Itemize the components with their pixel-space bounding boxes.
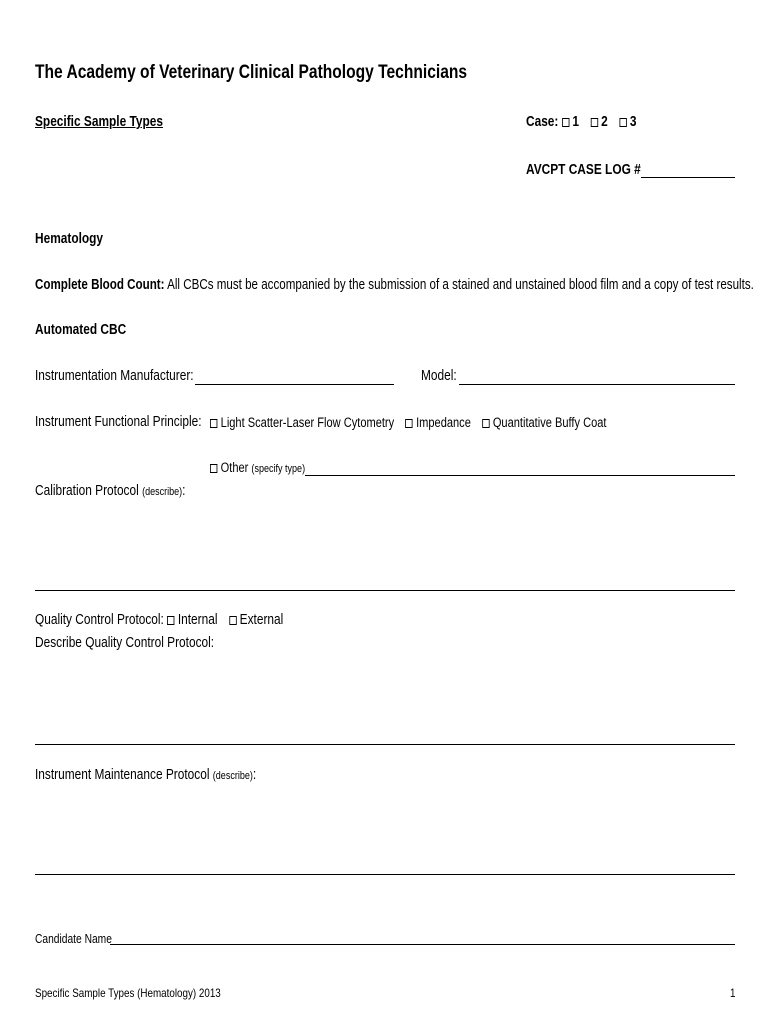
candidate-name-field[interactable]: [110, 944, 735, 945]
cbc-text: All CBCs must be accompanied by the submission of a stained and unstained blood film and a copy of test results.: [167, 277, 754, 293]
case-selector: [526, 114, 661, 130]
case-option-3: 3: [629, 114, 637, 130]
case-checkbox-2[interactable]: [590, 118, 597, 127]
principle-label: Instrument Functional Principle:: [35, 414, 202, 430]
model-label: Model:: [421, 368, 457, 384]
other-label: Other: [220, 460, 249, 475]
qc-option-internal: Internal: [177, 612, 218, 628]
case-label: Case:: [526, 114, 559, 130]
qc-option-external: External: [239, 612, 284, 628]
principle-checkbox-buffy-coat[interactable]: [482, 419, 489, 428]
hematology-heading: Hematology: [35, 231, 104, 247]
candidate-name-label: Candidate Name: [35, 932, 112, 946]
other-option: [210, 460, 326, 475]
principle-option-impedance: Impedance: [416, 415, 471, 430]
principle-options: [210, 415, 694, 430]
cbc-paragraph: [35, 277, 770, 293]
maintenance-hint: (describe): [212, 770, 253, 782]
calibration-field[interactable]: [35, 590, 735, 591]
cbc-label: Complete Blood Count:: [35, 277, 165, 293]
qc-describe-label: Describe Quality Control Protocol:: [35, 635, 215, 651]
qc-describe-field[interactable]: [35, 744, 735, 745]
maintenance-label: Instrument Maintenance Protocol (describe):: [35, 767, 257, 783]
other-hint: (specify type): [251, 463, 306, 475]
calibration-label: Calibration Protocol (describe):: [35, 483, 186, 499]
principle-checkbox-impedance[interactable]: [405, 419, 412, 428]
principle-checkbox-other[interactable]: [210, 464, 217, 473]
page-number: 1: [730, 986, 736, 1000]
principle-option-buffy-coat: Quantitative Buffy Coat: [492, 415, 607, 430]
footer-text: Specific Sample Types (Hematology) 2013: [35, 986, 221, 1000]
principle-checkbox-laser[interactable]: [210, 419, 217, 428]
maintenance-field[interactable]: [35, 874, 735, 875]
qc-checkbox-internal[interactable]: [167, 616, 174, 625]
qc-label: Quality Control Protocol:: [35, 612, 164, 628]
case-option-2: 2: [601, 114, 608, 130]
case-checkbox-3[interactable]: [619, 118, 626, 127]
model-field[interactable]: [459, 384, 735, 385]
page-title: The Academy of Veterinary Clinical Pathology Technicians: [35, 62, 468, 83]
case-log-label: AVCPT CASE LOG #: [526, 162, 641, 178]
automated-cbc-heading: Automated CBC: [35, 322, 127, 338]
manufacturer-label: Instrumentation Manufacturer:: [35, 368, 194, 384]
other-type-field[interactable]: [305, 475, 735, 476]
manufacturer-field[interactable]: [195, 384, 394, 385]
case-option-1: 1: [572, 114, 579, 130]
principle-option-laser: Light Scatter-Laser Flow Cytometry: [220, 415, 395, 430]
case-log-field[interactable]: [641, 177, 735, 178]
qc-row: [35, 612, 338, 628]
case-checkbox-1[interactable]: [562, 118, 569, 127]
calibration-hint: (describe): [142, 486, 183, 498]
section-title: Specific Sample Types: [35, 114, 163, 130]
qc-checkbox-external[interactable]: [229, 616, 236, 625]
